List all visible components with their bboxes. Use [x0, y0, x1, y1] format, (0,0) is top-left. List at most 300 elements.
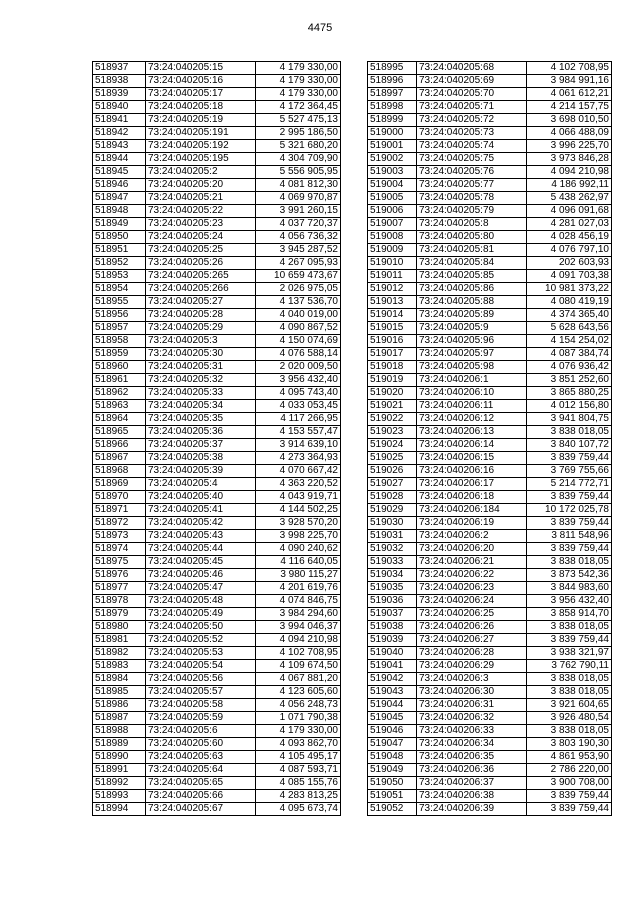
cadastral-value: 3 803 190,30	[527, 738, 612, 751]
row-number: 519017	[368, 348, 417, 361]
table-row	[368, 387, 612, 400]
table-row	[368, 660, 612, 673]
row-number: 518939	[93, 88, 146, 101]
cadastral-value: 3 865 880,25	[527, 387, 612, 400]
cadastral-value: 3 839 759,44	[527, 790, 612, 803]
table-row	[93, 101, 341, 114]
cadastral-number: 73:24:040205:80	[417, 231, 527, 244]
cadastral-value: 4 281 027,03	[527, 218, 612, 231]
table-row	[368, 270, 612, 283]
row-number: 519043	[368, 686, 417, 699]
cadastral-number: 73:24:040206:38	[417, 790, 527, 803]
cadastral-number: 73:24:040206:28	[417, 647, 527, 660]
cadastral-number: 73:24:040205:18	[146, 101, 256, 114]
cadastral-number: 73:24:040205:8	[417, 218, 527, 231]
cadastral-value: 3 994 046,37	[256, 621, 341, 634]
cadastral-value: 3 921 604,65	[527, 699, 612, 712]
table-row	[93, 634, 341, 647]
row-number: 518990	[93, 751, 146, 764]
row-number: 518974	[93, 543, 146, 556]
cadastral-number: 73:24:040206:29	[417, 660, 527, 673]
cadastral-value: 3 844 983,60	[527, 582, 612, 595]
row-number: 519015	[368, 322, 417, 335]
cadastral-value: 4 102 708,95	[527, 62, 612, 75]
table-row	[368, 491, 612, 504]
row-number: 518978	[93, 595, 146, 608]
table-row	[368, 647, 612, 660]
row-number: 519004	[368, 179, 417, 192]
cadastral-value: 2 995 186,50	[256, 127, 341, 140]
table-row	[368, 348, 612, 361]
table-row	[368, 712, 612, 725]
row-number: 518938	[93, 75, 146, 88]
row-number: 518984	[93, 673, 146, 686]
cadastral-value: 4 070 667,42	[256, 465, 341, 478]
cadastral-number: 73:24:040206:30	[417, 686, 527, 699]
row-number: 519029	[368, 504, 417, 517]
cadastral-value: 4 094 210,98	[527, 166, 612, 179]
row-number: 519033	[368, 556, 417, 569]
cadastral-number: 73:24:040205:59	[146, 712, 256, 725]
row-number: 518970	[93, 491, 146, 504]
cadastral-value: 3 839 759,44	[527, 491, 612, 504]
cadastral-number: 73:24:040206:23	[417, 582, 527, 595]
cadastral-value: 3 838 018,05	[527, 725, 612, 738]
cadastral-number: 73:24:040205:47	[146, 582, 256, 595]
cadastral-value: 3 991 260,15	[256, 205, 341, 218]
table-row	[93, 803, 341, 816]
table-row	[93, 361, 341, 374]
row-number: 519038	[368, 621, 417, 634]
row-number: 518960	[93, 361, 146, 374]
cadastral-value: 10 659 473,67	[256, 270, 341, 283]
cadastral-number: 73:24:040205:22	[146, 205, 256, 218]
table-row	[93, 283, 341, 296]
table-row	[93, 686, 341, 699]
cadastral-value: 4 117 266,95	[256, 413, 341, 426]
row-number: 518966	[93, 439, 146, 452]
cadastral-value: 4 076 797,10	[527, 244, 612, 257]
cadastral-number: 73:24:040205:3	[146, 335, 256, 348]
table-row	[93, 777, 341, 790]
table-row	[93, 764, 341, 777]
row-number: 519021	[368, 400, 417, 413]
cadastral-value: 4 186 992,11	[527, 179, 612, 192]
row-number: 518997	[368, 88, 417, 101]
table-row	[93, 712, 341, 725]
row-number: 518991	[93, 764, 146, 777]
cadastral-value: 4 154 254,02	[527, 335, 612, 348]
cadastral-value: 3 851 252,60	[527, 374, 612, 387]
table-row	[93, 114, 341, 127]
cadastral-value: 4 085 155,76	[256, 777, 341, 790]
cadastral-value: 4 033 053,45	[256, 400, 341, 413]
row-number: 519032	[368, 543, 417, 556]
cadastral-value: 4 304 709,90	[256, 153, 341, 166]
table-row	[93, 595, 341, 608]
table-row	[93, 205, 341, 218]
cadastral-number: 73:24:040205:72	[417, 114, 527, 127]
cadastral-number: 73:24:040205:24	[146, 231, 256, 244]
table-row	[368, 517, 612, 530]
cadastral-value: 4 109 674,50	[256, 660, 341, 673]
cadastral-number: 73:24:040205:78	[417, 192, 527, 205]
row-number: 519034	[368, 569, 417, 582]
table-row	[93, 179, 341, 192]
table-row	[368, 426, 612, 439]
row-number: 519019	[368, 374, 417, 387]
cadastral-value: 4 150 074,69	[256, 335, 341, 348]
cadastral-value: 5 527 475,13	[256, 114, 341, 127]
table-row	[368, 75, 612, 88]
cadastral-number: 73:24:040205:39	[146, 465, 256, 478]
cadastral-value: 3 858 914,70	[527, 608, 612, 621]
cadastral-value: 4 091 703,38	[527, 270, 612, 283]
cadastral-number: 73:24:040206:18	[417, 491, 527, 504]
cadastral-value: 3 998 225,70	[256, 530, 341, 543]
cadastral-number: 73:24:040205:21	[146, 192, 256, 205]
cadastral-value: 3 984 294,60	[256, 608, 341, 621]
cadastral-number: 73:24:040205:195	[146, 153, 256, 166]
cadastral-value: 4 087 593,71	[256, 764, 341, 777]
row-number: 518980	[93, 621, 146, 634]
cadastral-number: 73:24:040205:74	[417, 140, 527, 153]
cadastral-value: 3 839 759,44	[527, 517, 612, 530]
row-number: 518937	[93, 62, 146, 75]
cadastral-number: 73:24:040205:33	[146, 387, 256, 400]
row-number: 518982	[93, 647, 146, 660]
table-row	[93, 660, 341, 673]
cadastral-number: 73:24:040206:22	[417, 569, 527, 582]
table-row	[368, 621, 612, 634]
cadastral-number: 73:24:040206:17	[417, 478, 527, 491]
row-number: 519051	[368, 790, 417, 803]
table-row	[368, 296, 612, 309]
row-number: 519035	[368, 582, 417, 595]
cadastral-value: 5 214 772,71	[527, 478, 612, 491]
cadastral-value: 2 026 975,05	[256, 283, 341, 296]
table-row	[93, 621, 341, 634]
table-row	[93, 738, 341, 751]
cadastral-value: 4 179 330,00	[256, 62, 341, 75]
cadastral-number: 73:24:040205:44	[146, 543, 256, 556]
cadastral-number: 73:24:040205:69	[417, 75, 527, 88]
cadastral-number: 73:24:040205:31	[146, 361, 256, 374]
cadastral-value: 4 172 364,45	[256, 101, 341, 114]
cadastral-number: 73:24:040205:265	[146, 270, 256, 283]
cadastral-value: 4 090 867,52	[256, 322, 341, 335]
table-row	[368, 699, 612, 712]
cadastral-number: 73:24:040205:58	[146, 699, 256, 712]
row-number: 518969	[93, 478, 146, 491]
cadastral-table-left	[92, 61, 341, 816]
table-row	[368, 530, 612, 543]
row-number: 519023	[368, 426, 417, 439]
cadastral-number: 73:24:040205:50	[146, 621, 256, 634]
cadastral-number: 73:24:040206:39	[417, 803, 527, 816]
cadastral-number: 73:24:040206:35	[417, 751, 527, 764]
row-number: 518977	[93, 582, 146, 595]
cadastral-number: 73:24:040206:16	[417, 465, 527, 478]
cadastral-number: 73:24:040206:26	[417, 621, 527, 634]
cadastral-number: 73:24:040205:70	[417, 88, 527, 101]
cadastral-number: 73:24:040206:11	[417, 400, 527, 413]
cadastral-value: 3 838 018,05	[527, 556, 612, 569]
row-number: 519048	[368, 751, 417, 764]
cadastral-number: 73:24:040205:9	[417, 322, 527, 335]
row-number: 518976	[93, 569, 146, 582]
table-row	[368, 725, 612, 738]
table-row	[368, 465, 612, 478]
cadastral-number: 73:24:040205:68	[417, 62, 527, 75]
table-row	[93, 153, 341, 166]
table-row	[368, 205, 612, 218]
row-number: 518972	[93, 517, 146, 530]
table-row	[93, 309, 341, 322]
cadastral-value: 4 043 919,71	[256, 491, 341, 504]
table-row	[93, 218, 341, 231]
cadastral-number: 73:24:040205:34	[146, 400, 256, 413]
row-number: 519006	[368, 205, 417, 218]
row-number: 518955	[93, 296, 146, 309]
cadastral-number: 73:24:040205:56	[146, 673, 256, 686]
row-number: 518945	[93, 166, 146, 179]
row-number: 519040	[368, 647, 417, 660]
row-number: 518993	[93, 790, 146, 803]
table-row	[93, 478, 341, 491]
table-row	[93, 543, 341, 556]
table-row	[368, 608, 612, 621]
table-row	[368, 114, 612, 127]
table-row	[93, 270, 341, 283]
cadastral-number: 73:24:040206:33	[417, 725, 527, 738]
row-number: 518941	[93, 114, 146, 127]
row-number: 518952	[93, 257, 146, 270]
cadastral-value: 3 984 991,16	[527, 75, 612, 88]
table-row	[368, 153, 612, 166]
row-number: 519007	[368, 218, 417, 231]
table-row	[93, 127, 341, 140]
cadastral-number: 73:24:040206:24	[417, 595, 527, 608]
row-number: 519036	[368, 595, 417, 608]
cadastral-value: 4 179 330,00	[256, 75, 341, 88]
row-number: 518951	[93, 244, 146, 257]
cadastral-number: 73:24:040206:13	[417, 426, 527, 439]
cadastral-number: 73:24:040205:67	[146, 803, 256, 816]
cadastral-number: 73:24:040205:6	[146, 725, 256, 738]
cadastral-value: 5 438 262,97	[527, 192, 612, 205]
row-number: 518962	[93, 387, 146, 400]
table-row	[368, 374, 612, 387]
cadastral-number: 73:24:040205:35	[146, 413, 256, 426]
cadastral-value: 4 040 019,00	[256, 309, 341, 322]
row-number: 519049	[368, 764, 417, 777]
cadastral-value: 3 996 225,70	[527, 140, 612, 153]
cadastral-number: 73:24:040205:32	[146, 374, 256, 387]
row-number: 519005	[368, 192, 417, 205]
row-number: 518950	[93, 231, 146, 244]
cadastral-number: 73:24:040205:54	[146, 660, 256, 673]
table-row	[368, 686, 612, 699]
row-number: 518981	[93, 634, 146, 647]
cadastral-value: 4 081 812,30	[256, 179, 341, 192]
row-number: 518979	[93, 608, 146, 621]
table-row	[93, 322, 341, 335]
cadastral-number: 73:24:040206:32	[417, 712, 527, 725]
cadastral-value: 3 838 018,05	[527, 673, 612, 686]
table-row	[368, 673, 612, 686]
table-row	[368, 738, 612, 751]
cadastral-value: 3 838 018,05	[527, 621, 612, 634]
cadastral-number: 73:24:040205:57	[146, 686, 256, 699]
table-row	[93, 62, 341, 75]
cadastral-value: 4 076 936,42	[527, 361, 612, 374]
table-row	[93, 751, 341, 764]
cadastral-number: 73:24:040206:2	[417, 530, 527, 543]
cadastral-number: 73:24:040205:63	[146, 751, 256, 764]
table-row	[368, 413, 612, 426]
cadastral-number: 73:24:040206:1	[417, 374, 527, 387]
cadastral-value: 4 028 456,19	[527, 231, 612, 244]
row-number: 519047	[368, 738, 417, 751]
cadastral-number: 73:24:040205:40	[146, 491, 256, 504]
row-number: 518940	[93, 101, 146, 114]
cadastral-number: 73:24:040206:37	[417, 777, 527, 790]
cadastral-value: 4 102 708,95	[256, 647, 341, 660]
table-row	[368, 88, 612, 101]
table-row	[368, 231, 612, 244]
row-number: 518975	[93, 556, 146, 569]
table-row	[93, 673, 341, 686]
row-number: 519031	[368, 530, 417, 543]
row-number: 518999	[368, 114, 417, 127]
table-row	[93, 530, 341, 543]
cadastral-value: 10 981 373,22	[527, 283, 612, 296]
cadastral-value: 4 095 743,40	[256, 387, 341, 400]
cadastral-number: 73:24:040205:16	[146, 75, 256, 88]
cadastral-number: 73:24:040206:19	[417, 517, 527, 530]
cadastral-value: 3 928 570,20	[256, 517, 341, 530]
row-number: 519018	[368, 361, 417, 374]
row-number: 519002	[368, 153, 417, 166]
cadastral-value: 4 090 240,62	[256, 543, 341, 556]
cadastral-value: 4 074 846,75	[256, 595, 341, 608]
cadastral-number: 73:24:040206:21	[417, 556, 527, 569]
cadastral-number: 73:24:040205:23	[146, 218, 256, 231]
cadastral-number: 73:24:040205:75	[417, 153, 527, 166]
cadastral-value: 4 012 156,80	[527, 400, 612, 413]
cadastral-number: 73:24:040205:86	[417, 283, 527, 296]
table-row	[93, 608, 341, 621]
table-row	[368, 400, 612, 413]
table-row	[93, 556, 341, 569]
table-row	[368, 101, 612, 114]
cadastral-value: 3 956 432,40	[527, 595, 612, 608]
table-row	[368, 257, 612, 270]
cadastral-number: 73:24:040206:14	[417, 439, 527, 452]
table-row	[93, 465, 341, 478]
row-number: 519030	[368, 517, 417, 530]
cadastral-number: 73:24:040205:64	[146, 764, 256, 777]
cadastral-number: 73:24:040205:88	[417, 296, 527, 309]
row-number: 518996	[368, 75, 417, 88]
cadastral-number: 73:24:040205:65	[146, 777, 256, 790]
table-row	[93, 387, 341, 400]
cadastral-number: 73:24:040205:71	[417, 101, 527, 114]
cadastral-number: 73:24:040205:191	[146, 127, 256, 140]
row-number: 518954	[93, 283, 146, 296]
table-row	[368, 140, 612, 153]
row-number: 519011	[368, 270, 417, 283]
table-row	[368, 582, 612, 595]
page-number: 4475	[307, 22, 333, 34]
cadastral-number: 73:24:040205:28	[146, 309, 256, 322]
table-row	[93, 452, 341, 465]
cadastral-value: 10 172 025,78	[527, 504, 612, 517]
cadastral-number: 73:24:040205:84	[417, 257, 527, 270]
row-number: 519025	[368, 452, 417, 465]
cadastral-value: 3 873 542,36	[527, 569, 612, 582]
table-row	[93, 192, 341, 205]
cadastral-value: 202 603,93	[527, 257, 612, 270]
row-number: 518998	[368, 101, 417, 114]
cadastral-number: 73:24:040206:36	[417, 764, 527, 777]
table-row	[368, 309, 612, 322]
table-row	[368, 192, 612, 205]
row-number: 518983	[93, 660, 146, 673]
cadastral-value: 4 076 588,14	[256, 348, 341, 361]
table-row	[368, 569, 612, 582]
cadastral-value: 2 020 009,50	[256, 361, 341, 374]
table-row	[93, 647, 341, 660]
table-row	[368, 283, 612, 296]
row-number: 518949	[93, 218, 146, 231]
cadastral-value: 4 363 220,52	[256, 478, 341, 491]
row-number: 518968	[93, 465, 146, 478]
row-number: 519010	[368, 257, 417, 270]
row-number: 519014	[368, 309, 417, 322]
table-row	[368, 335, 612, 348]
row-number: 518971	[93, 504, 146, 517]
cadastral-number: 73:24:040205:29	[146, 322, 256, 335]
row-number: 519027	[368, 478, 417, 491]
cadastral-value: 3 762 790,11	[527, 660, 612, 673]
cadastral-number: 73:24:040205:36	[146, 426, 256, 439]
cadastral-value: 3 840 107,72	[527, 439, 612, 452]
row-number: 519024	[368, 439, 417, 452]
cadastral-number: 73:24:040205:27	[146, 296, 256, 309]
table-row	[368, 777, 612, 790]
cadastral-number: 73:24:040205:20	[146, 179, 256, 192]
row-number: 518963	[93, 400, 146, 413]
cadastral-value: 3 811 548,96	[527, 530, 612, 543]
row-number: 519008	[368, 231, 417, 244]
table-row	[368, 361, 612, 374]
cadastral-value: 3 698 010,50	[527, 114, 612, 127]
cadastral-value: 3 926 480,54	[527, 712, 612, 725]
cadastral-value: 3 838 018,05	[527, 686, 612, 699]
cadastral-value: 4 093 862,70	[256, 738, 341, 751]
row-number: 518959	[93, 348, 146, 361]
cadastral-value: 3 938 321,97	[527, 647, 612, 660]
row-number: 518957	[93, 322, 146, 335]
cadastral-value: 4 283 813,25	[256, 790, 341, 803]
table-row	[93, 504, 341, 517]
cadastral-number: 73:24:040205:48	[146, 595, 256, 608]
cadastral-table-right	[367, 61, 612, 816]
cadastral-number: 73:24:040206:15	[417, 452, 527, 465]
table-row	[93, 491, 341, 504]
